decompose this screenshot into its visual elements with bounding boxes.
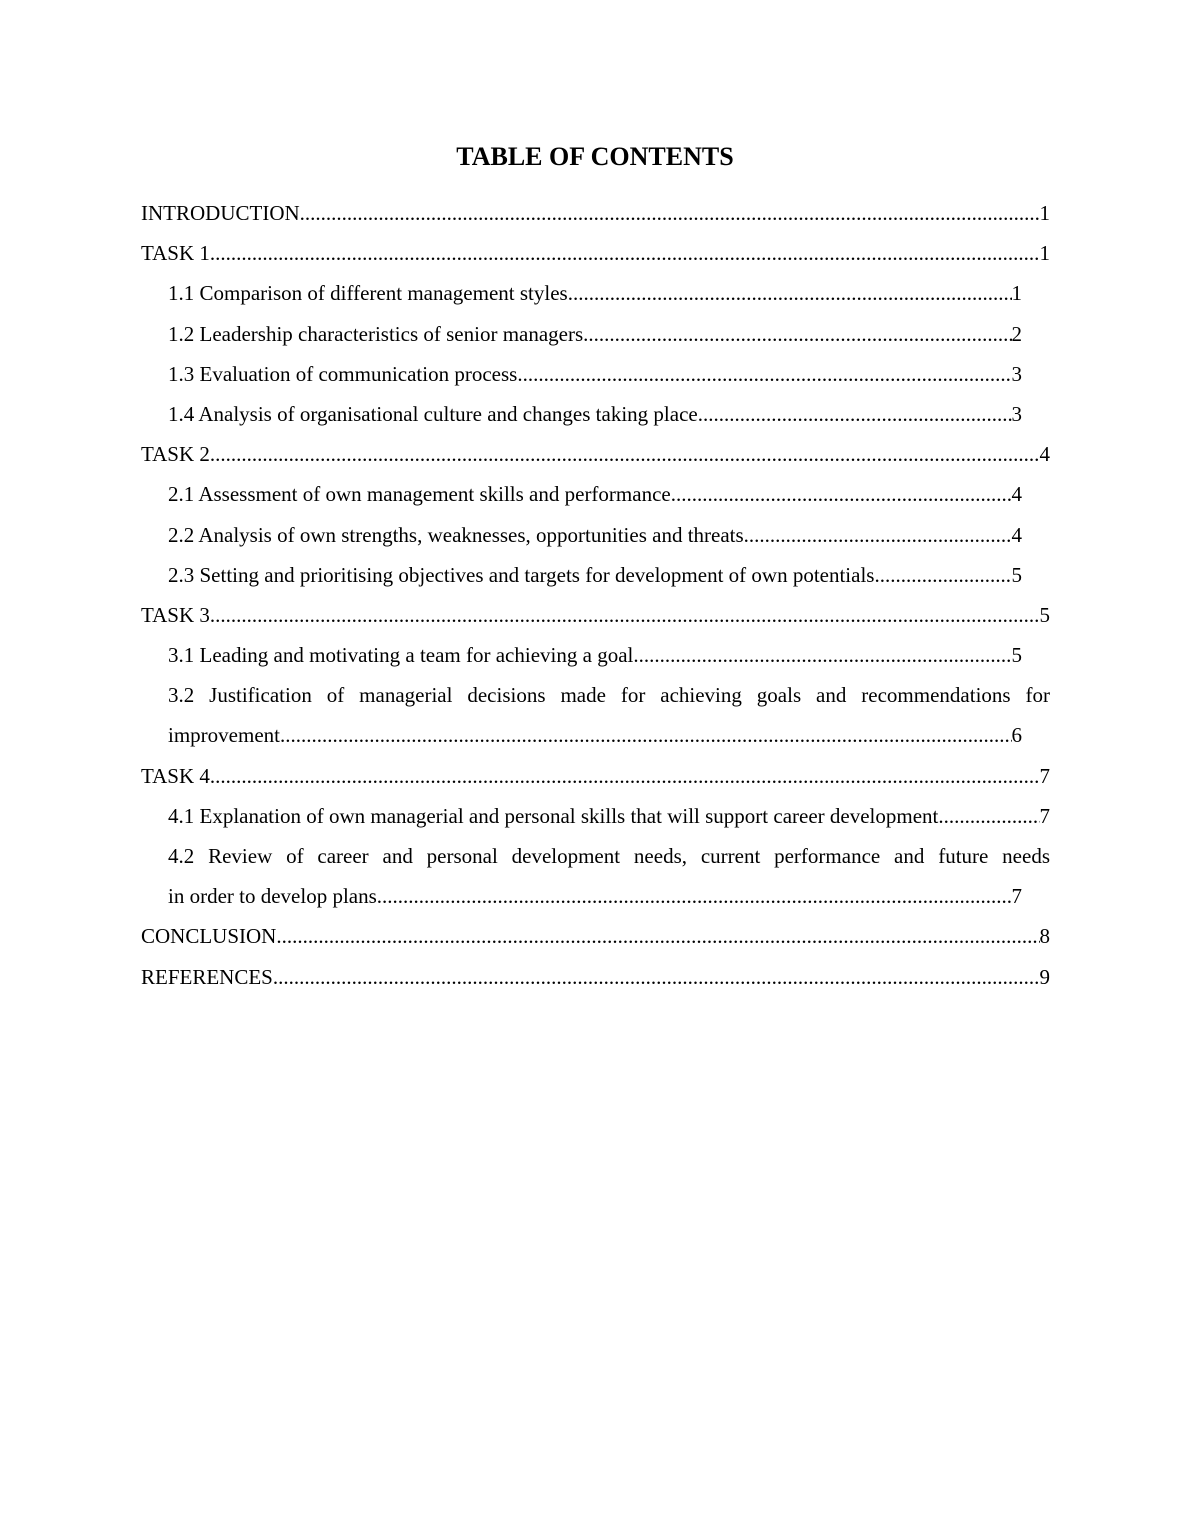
- toc-entry-1-4[interactable]: [168, 394, 1022, 434]
- toc-title: TABLE OF CONTENTS: [456, 142, 734, 171]
- toc-page-number: 5: [1011, 562, 1022, 587]
- dot-leader: [938, 796, 1039, 836]
- toc-page-number: 3: [1011, 401, 1022, 426]
- toc-entry-label: 1.3 Evaluation of communication process: [168, 361, 518, 386]
- toc-page-number: 1: [1011, 281, 1022, 306]
- dot-leader: [698, 394, 1012, 434]
- toc-entry-label: REFERENCES: [141, 964, 273, 989]
- toc-entry-introduction[interactable]: [141, 193, 1050, 233]
- toc-entry-4-2[interactable]: [168, 836, 1050, 916]
- toc-entry-task-4[interactable]: [141, 756, 1050, 796]
- toc-entry-label: TASK 3: [141, 602, 210, 627]
- toc-entry-1-3[interactable]: [168, 354, 1022, 394]
- dot-leader: [276, 916, 1039, 956]
- dot-leader: [210, 434, 1040, 474]
- toc-entry-label: TASK 1: [141, 241, 210, 266]
- toc-entry-label: TASK 4: [141, 763, 210, 788]
- toc-entry-2-3[interactable]: [168, 555, 1022, 595]
- toc-entry-3-2[interactable]: [168, 675, 1050, 755]
- toc-page-number: 9: [1039, 964, 1050, 989]
- toc-entry-label-line1: 4.2 Review of career and personal development needs, current performance and future needs: [168, 844, 1050, 868]
- toc-entry-label: INTRODUCTION: [141, 201, 300, 225]
- toc-page-number: 6: [1011, 723, 1022, 748]
- toc-entry-label-line2: in order to develop plans: [168, 884, 377, 909]
- toc-page-number: 8: [1039, 924, 1050, 949]
- toc-entry-label: 4.1 Explanation of own managerial and personal skills that will support career development: [168, 803, 939, 828]
- toc-entry-3-1[interactable]: [168, 635, 1022, 675]
- toc-entry-task-1[interactable]: [141, 233, 1050, 273]
- dot-leader: [517, 354, 1011, 394]
- toc-page-number: 3: [1011, 361, 1022, 386]
- toc-page-number: 4: [1011, 522, 1022, 547]
- dot-leader: [280, 715, 1012, 755]
- toc-entry-2-1[interactable]: [168, 474, 1022, 514]
- toc-entry-label-line1: 3.2 Justification of managerial decisions made for achieving goals and recommendations for: [168, 683, 1050, 708]
- dot-leader: [568, 273, 1012, 313]
- dot-leader: [874, 555, 1011, 595]
- toc-list: [141, 193, 1050, 997]
- toc-page-number: 1: [1039, 241, 1050, 266]
- dot-leader: [377, 876, 1012, 916]
- toc-page-number: 4: [1011, 482, 1022, 507]
- toc-entry-task-2[interactable]: [141, 434, 1050, 474]
- toc-entry-label: 3.1 Leading and motivating a team for achieving a goal: [168, 643, 634, 668]
- dot-leader: [273, 957, 1040, 997]
- toc-entry-label: 1.1 Comparison of different management styles: [168, 281, 568, 306]
- toc-entry-label: TASK 2: [141, 442, 210, 467]
- toc-entry-conclusion[interactable]: [141, 916, 1050, 956]
- dot-leader: [671, 474, 1012, 514]
- toc-page-number: 5: [1039, 602, 1050, 627]
- dot-leader: [744, 515, 1012, 555]
- toc-entry-label: 2.3 Setting and prioritising objectives and targets for development of own potentials: [168, 562, 875, 587]
- toc-page-number: 7: [1039, 803, 1050, 828]
- toc-entry-4-1[interactable]: [168, 796, 1050, 836]
- toc-entry-1-1[interactable]: [168, 273, 1022, 313]
- toc-entry-label: 1.2 Leadership characteristics of senior managers: [168, 321, 584, 346]
- toc-entry-label: CONCLUSION: [141, 924, 277, 949]
- toc-entry-label: 2.1 Assessment of own management skills and performance: [168, 482, 671, 507]
- toc-entry-references[interactable]: [141, 957, 1050, 997]
- toc-entry-label: 2.2 Analysis of own strengths, weaknesses, opportunities and threats: [168, 522, 744, 547]
- toc-entry-2-2[interactable]: [168, 515, 1022, 555]
- toc-page-number: 4: [1039, 442, 1050, 467]
- toc-entry-label: 1.4 Analysis of organisational culture and changes taking place: [168, 401, 698, 426]
- toc-entry-task-3[interactable]: [141, 595, 1050, 635]
- toc-page-number: 7: [1039, 763, 1050, 788]
- toc-page-number: 5: [1011, 643, 1022, 668]
- toc-entry-1-2[interactable]: [168, 314, 1022, 354]
- dot-leader: [210, 233, 1040, 273]
- dot-leader: [633, 635, 1011, 675]
- dot-leader: [210, 595, 1040, 635]
- dot-leader: [300, 193, 1040, 233]
- toc-entry-label-line2: improvement: [168, 723, 280, 748]
- toc-page-number: 2: [1011, 321, 1022, 346]
- toc-page-number: 1: [1039, 201, 1050, 225]
- dot-leader: [210, 756, 1040, 796]
- toc-page-number: 7: [1011, 884, 1022, 909]
- dot-leader: [583, 314, 1011, 354]
